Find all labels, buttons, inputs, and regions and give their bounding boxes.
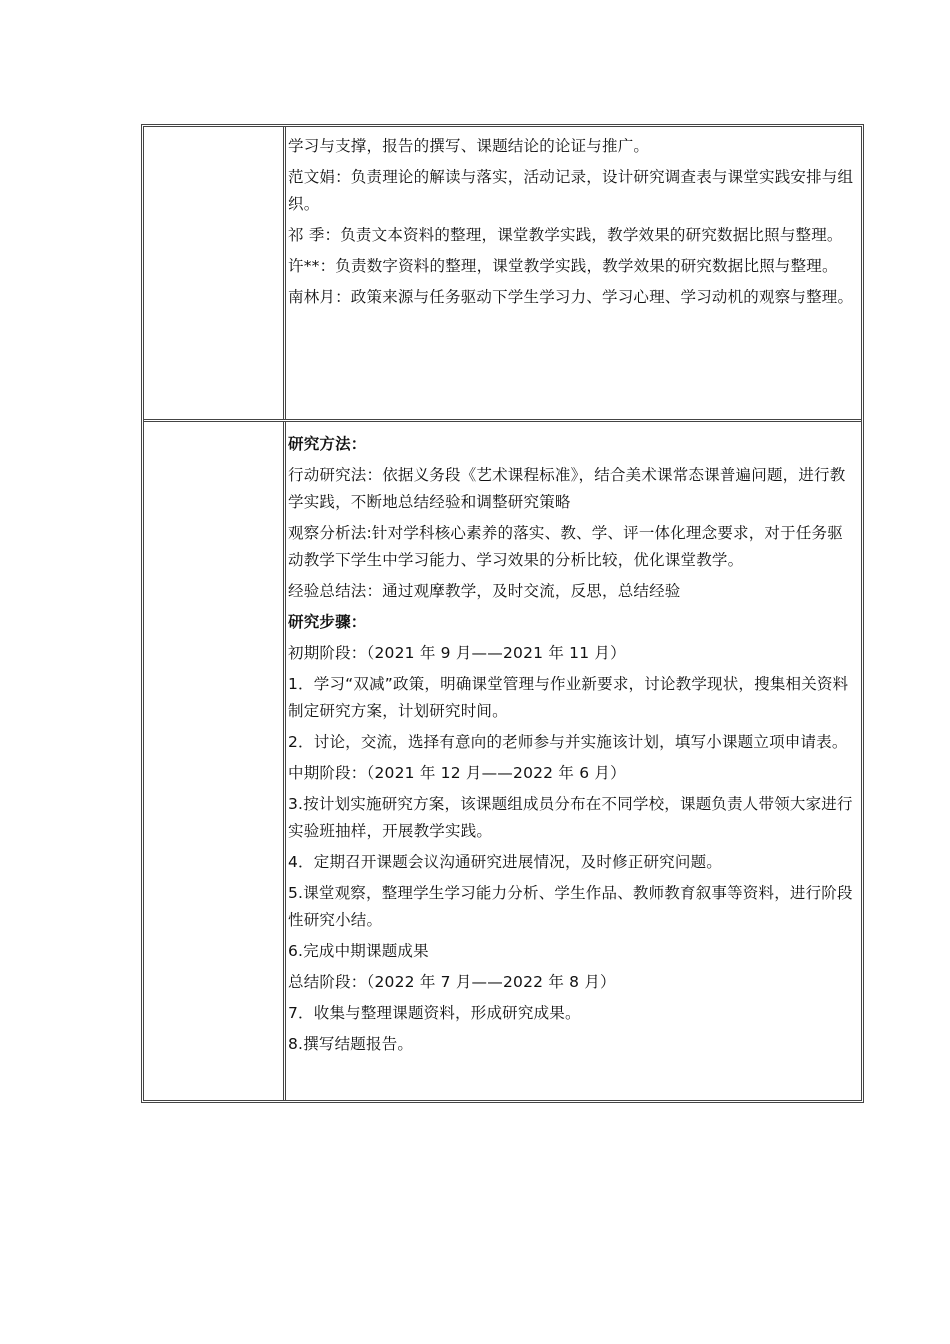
method-item: 经验总结法：通过观摩教学，及时交流，反思，总结经验 [288,582,681,600]
step-item: 8.撰写结题报告。 [288,1035,414,1053]
step-item: 7．收集与整理课题资料，形成研究成果。 [288,1004,581,1022]
step-item: 5.课堂观察，整理学生学习能力分析、学生作品、教师教育叙事等资料，进行阶段性研究小结。 [288,884,853,929]
member-duty-line: 许**：负责数字资料的整理，课堂教学实践，教学效果的研究数据比照与整理。 [288,257,838,275]
table-row-methods [144,419,861,1101]
step-item: 3.按计划实施研究方案，该课题组成员分布在不同学校，课题负责人带领大家进行实验班抽样，开展教学实践。 [288,795,853,840]
member-duty-line: 南林月：政策来源与任务驱动下学生学习力、学习心理、学习动机的观察与整理。 [288,288,854,306]
research-plan-table [141,124,864,1103]
methods-steps-cell [288,422,861,1101]
step-item: 6.完成中期课题成果 [288,942,429,960]
methods-heading: 研究方法： [288,435,367,453]
member-duty-line: 范文娟：负责理论的解读与落实，活动记录，设计研究调查表与课堂实践安排与组织。 [288,168,854,213]
method-item: 行动研究法：依据义务段《艺术课程标准》，结合美术课常态课普遍问题，进行教学实践，不断地总结经验和调整研究策略 [288,466,846,511]
member-duties-cell [288,127,861,419]
step-item: 4．定期召开课题会议沟通研究进展情况，及时修正研究问题。 [288,853,722,871]
step-item: 2．讨论，交流，选择有意向的老师参与并实施该计划，填写小课题立项申请表。 [288,733,848,751]
step-phase-final: 总结阶段：（2022 年 7 月——2022 年 8 月） [288,973,616,991]
member-duty-line: 祁 季：负责文本资料的整理，课堂教学实践，教学效果的研究数据比照与整理。 [288,226,843,244]
row-label-cell [144,422,286,1101]
table-row-members [144,127,861,419]
method-item: 观察分析法:针对学科核心素养的落实、教、学、评一体化理念要求，对于任务驱动教学下学生中学习能力、学习效果的分析比较，优化课堂教学。 [288,524,843,569]
step-phase-initial: 初期阶段：（2021 年 9 月——2021 年 11 月） [288,644,626,662]
step-phase-middle: 中期阶段：（2021 年 12 月——2022 年 6 月） [288,764,626,782]
row-label-cell [144,127,286,419]
step-item: 1．学习“双减”政策，明确课堂管理与作业新要求，讨论教学现状，搜集相关资料制定研究方案，计划研究时间。 [288,675,849,720]
member-duty-line: 学习与支撑，报告的撰写、课题结论的论证与推广。 [288,137,650,155]
steps-heading: 研究步骤： [288,613,367,631]
